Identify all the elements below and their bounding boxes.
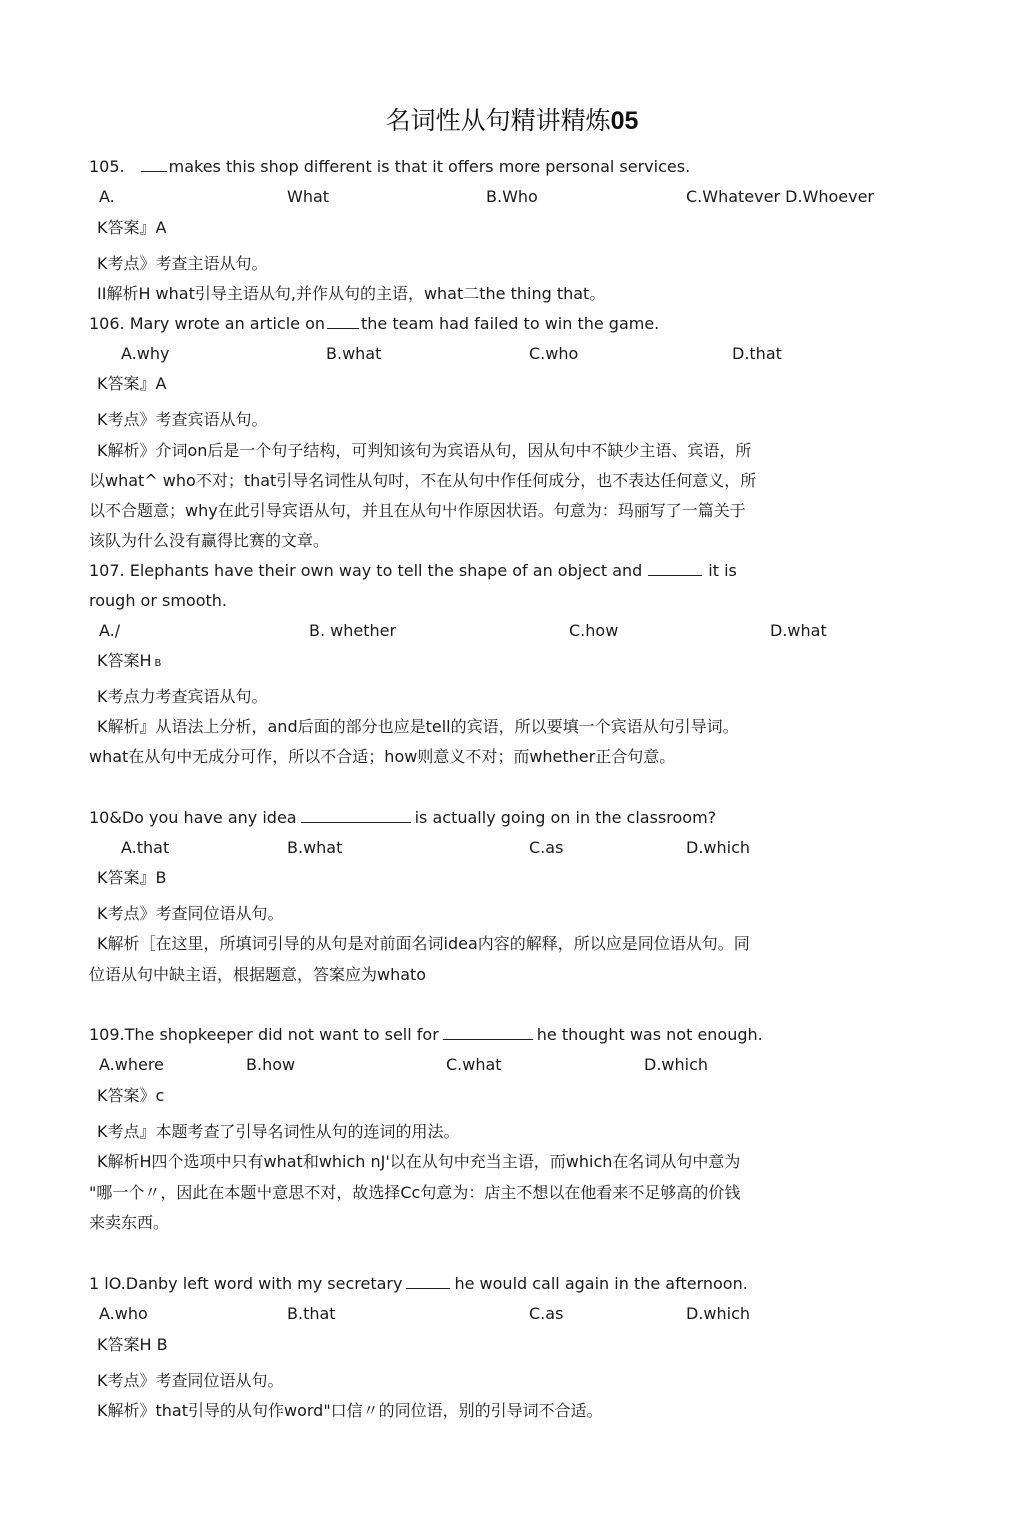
option-a: A.where bbox=[99, 1055, 164, 1074]
analysis-line: 以what^ who不对；that引导名词性从句吋，不在从句中作任何成分，也不表达任何意义，所 bbox=[89, 471, 757, 490]
option-d: D.what bbox=[770, 621, 827, 640]
question-107 bbox=[89, 560, 737, 582]
option-b: B. whether bbox=[309, 621, 397, 640]
answer-letter: B bbox=[154, 658, 162, 669]
question-text-end: the team had failed to win the game. bbox=[361, 314, 660, 333]
answer-label: K答案》c bbox=[97, 1086, 165, 1105]
question-107-line2: rough or smooth. bbox=[89, 591, 227, 610]
answer-label: K答案H B bbox=[97, 1335, 168, 1354]
question-text: 10&Do you have any idea bbox=[89, 808, 297, 827]
question-text-end: is actually going on in the classroom? bbox=[414, 808, 717, 827]
page-title bbox=[0, 104, 1024, 138]
answer-blank bbox=[141, 156, 167, 172]
answer-prefix: K答案H bbox=[97, 651, 152, 670]
option-b: B.what bbox=[326, 344, 382, 363]
answer-label: K答案』A bbox=[97, 218, 167, 237]
exam-point: K考点』本题考查了引导名词性从句的连词的用法。 bbox=[97, 1122, 460, 1141]
question-text-end: it is bbox=[708, 561, 737, 580]
question-110 bbox=[89, 1273, 748, 1295]
option-a: A. bbox=[99, 187, 115, 206]
question-text: makes this shop different is that it offers more personal services. bbox=[168, 157, 691, 176]
option-c: C.how bbox=[569, 621, 619, 640]
exam-point: K考点力考查宾语从句。 bbox=[97, 687, 268, 706]
answer-blank bbox=[443, 1024, 533, 1040]
question-text: 106. Mary wrote an article on bbox=[89, 314, 325, 333]
answer-blank bbox=[648, 560, 702, 576]
analysis-line: what在从句中无成分可作，所以不合适；how则意义不对；而whether正合句意。 bbox=[89, 747, 676, 766]
analysis-line: K解析』从语法上分析，and后面的部分也应是tell的宾语，所以要填一个宾语从句引导词。 bbox=[97, 717, 739, 736]
option-b: B.how bbox=[246, 1055, 296, 1074]
question-109 bbox=[89, 1024, 763, 1046]
analysis: K解析》that引导的从句作word"口信〃的同位语，别的引导词不合适。 bbox=[97, 1401, 603, 1420]
answer-blank bbox=[406, 1273, 450, 1289]
answer-blank bbox=[301, 807, 411, 823]
question-text-end: he thought was not enough. bbox=[536, 1025, 763, 1044]
question-106 bbox=[89, 313, 659, 335]
option-d: D.which bbox=[686, 838, 751, 857]
exam-point: K考点》考查主语从句。 bbox=[97, 254, 268, 273]
question-text: 109.The shopkeeper did not want to sell for bbox=[89, 1025, 439, 1044]
option-c-d: C.Whatever D.Whoever bbox=[686, 187, 875, 206]
question-108 bbox=[89, 807, 716, 829]
question-text-end: he would call again in the afternoon. bbox=[454, 1274, 748, 1293]
question-text: 107. Elephants have their own way to tell the shape of an object and bbox=[89, 561, 643, 580]
exam-point: K考点》考查同位语从句。 bbox=[97, 1371, 284, 1390]
option-a: A.who bbox=[99, 1304, 148, 1323]
answer-label: K答案』B bbox=[97, 868, 167, 887]
option-a: A.why bbox=[121, 344, 170, 363]
analysis-line: 该队为什么没有赢得比赛的文章。 bbox=[89, 531, 330, 550]
analysis-line: K解析》介词on后是一个句子结构，可判知该句为宾语从句，因从句中不缺少主语、宾语，所 bbox=[97, 441, 752, 460]
option-d: D.that bbox=[732, 344, 782, 363]
exam-point: K考点》考查同位语从句。 bbox=[97, 904, 284, 923]
question-text: 1 lO.Danby left word with my secretary bbox=[89, 1274, 403, 1293]
analysis-line: 以不合题意；why在此引导宾语从句，并且在从句屮作原因状语。句意为：玛丽写了一篇关于 bbox=[89, 501, 746, 520]
option-b: B.what bbox=[287, 838, 343, 857]
title-text: 名词性从句精讲精炼 bbox=[385, 106, 611, 135]
option-b: B.Who bbox=[486, 187, 538, 206]
option-d: D.which bbox=[644, 1055, 709, 1074]
option-c: C.as bbox=[529, 838, 564, 857]
option-c: C.what bbox=[446, 1055, 502, 1074]
option-a-text: What bbox=[287, 187, 330, 206]
option-a: A.that bbox=[121, 838, 170, 857]
analysis: II解析H what引导主语从句,并作从句的主语，what二the thing that。 bbox=[97, 284, 606, 303]
option-d: D.which bbox=[686, 1304, 751, 1323]
answer-blank bbox=[327, 313, 359, 329]
answer-label: K答案』A bbox=[97, 374, 167, 393]
option-c: C.who bbox=[529, 344, 579, 363]
option-c: C.as bbox=[529, 1304, 564, 1323]
question-105 bbox=[89, 156, 690, 178]
analysis-line: K解析H四个选项中只有what和which nJ'以在从句中充当主语，而which在名词从句中意为 bbox=[97, 1152, 741, 1171]
exam-point: K考点》考查宾语从句。 bbox=[97, 410, 268, 429]
analysis-line: K解析［在这里，所填词引导的从句是对前面名词idea内容的解释，所以应是同位语从句。同 bbox=[97, 934, 750, 953]
answer-label bbox=[97, 650, 161, 675]
title-number: 05 bbox=[610, 107, 639, 135]
analysis-line: "哪一个〃，因此在本题屮意思不对，故选择Cc句意为：店主不想以在他看来不足够高的价钱 bbox=[89, 1183, 741, 1202]
option-b: B.that bbox=[287, 1304, 336, 1323]
analysis-line: 位语从句中缺主语，根据题意，答案应为whato bbox=[89, 965, 427, 984]
analysis-line: 来卖东西。 bbox=[89, 1213, 170, 1232]
option-a: A./ bbox=[99, 621, 121, 640]
question-number: 105. bbox=[89, 157, 125, 176]
